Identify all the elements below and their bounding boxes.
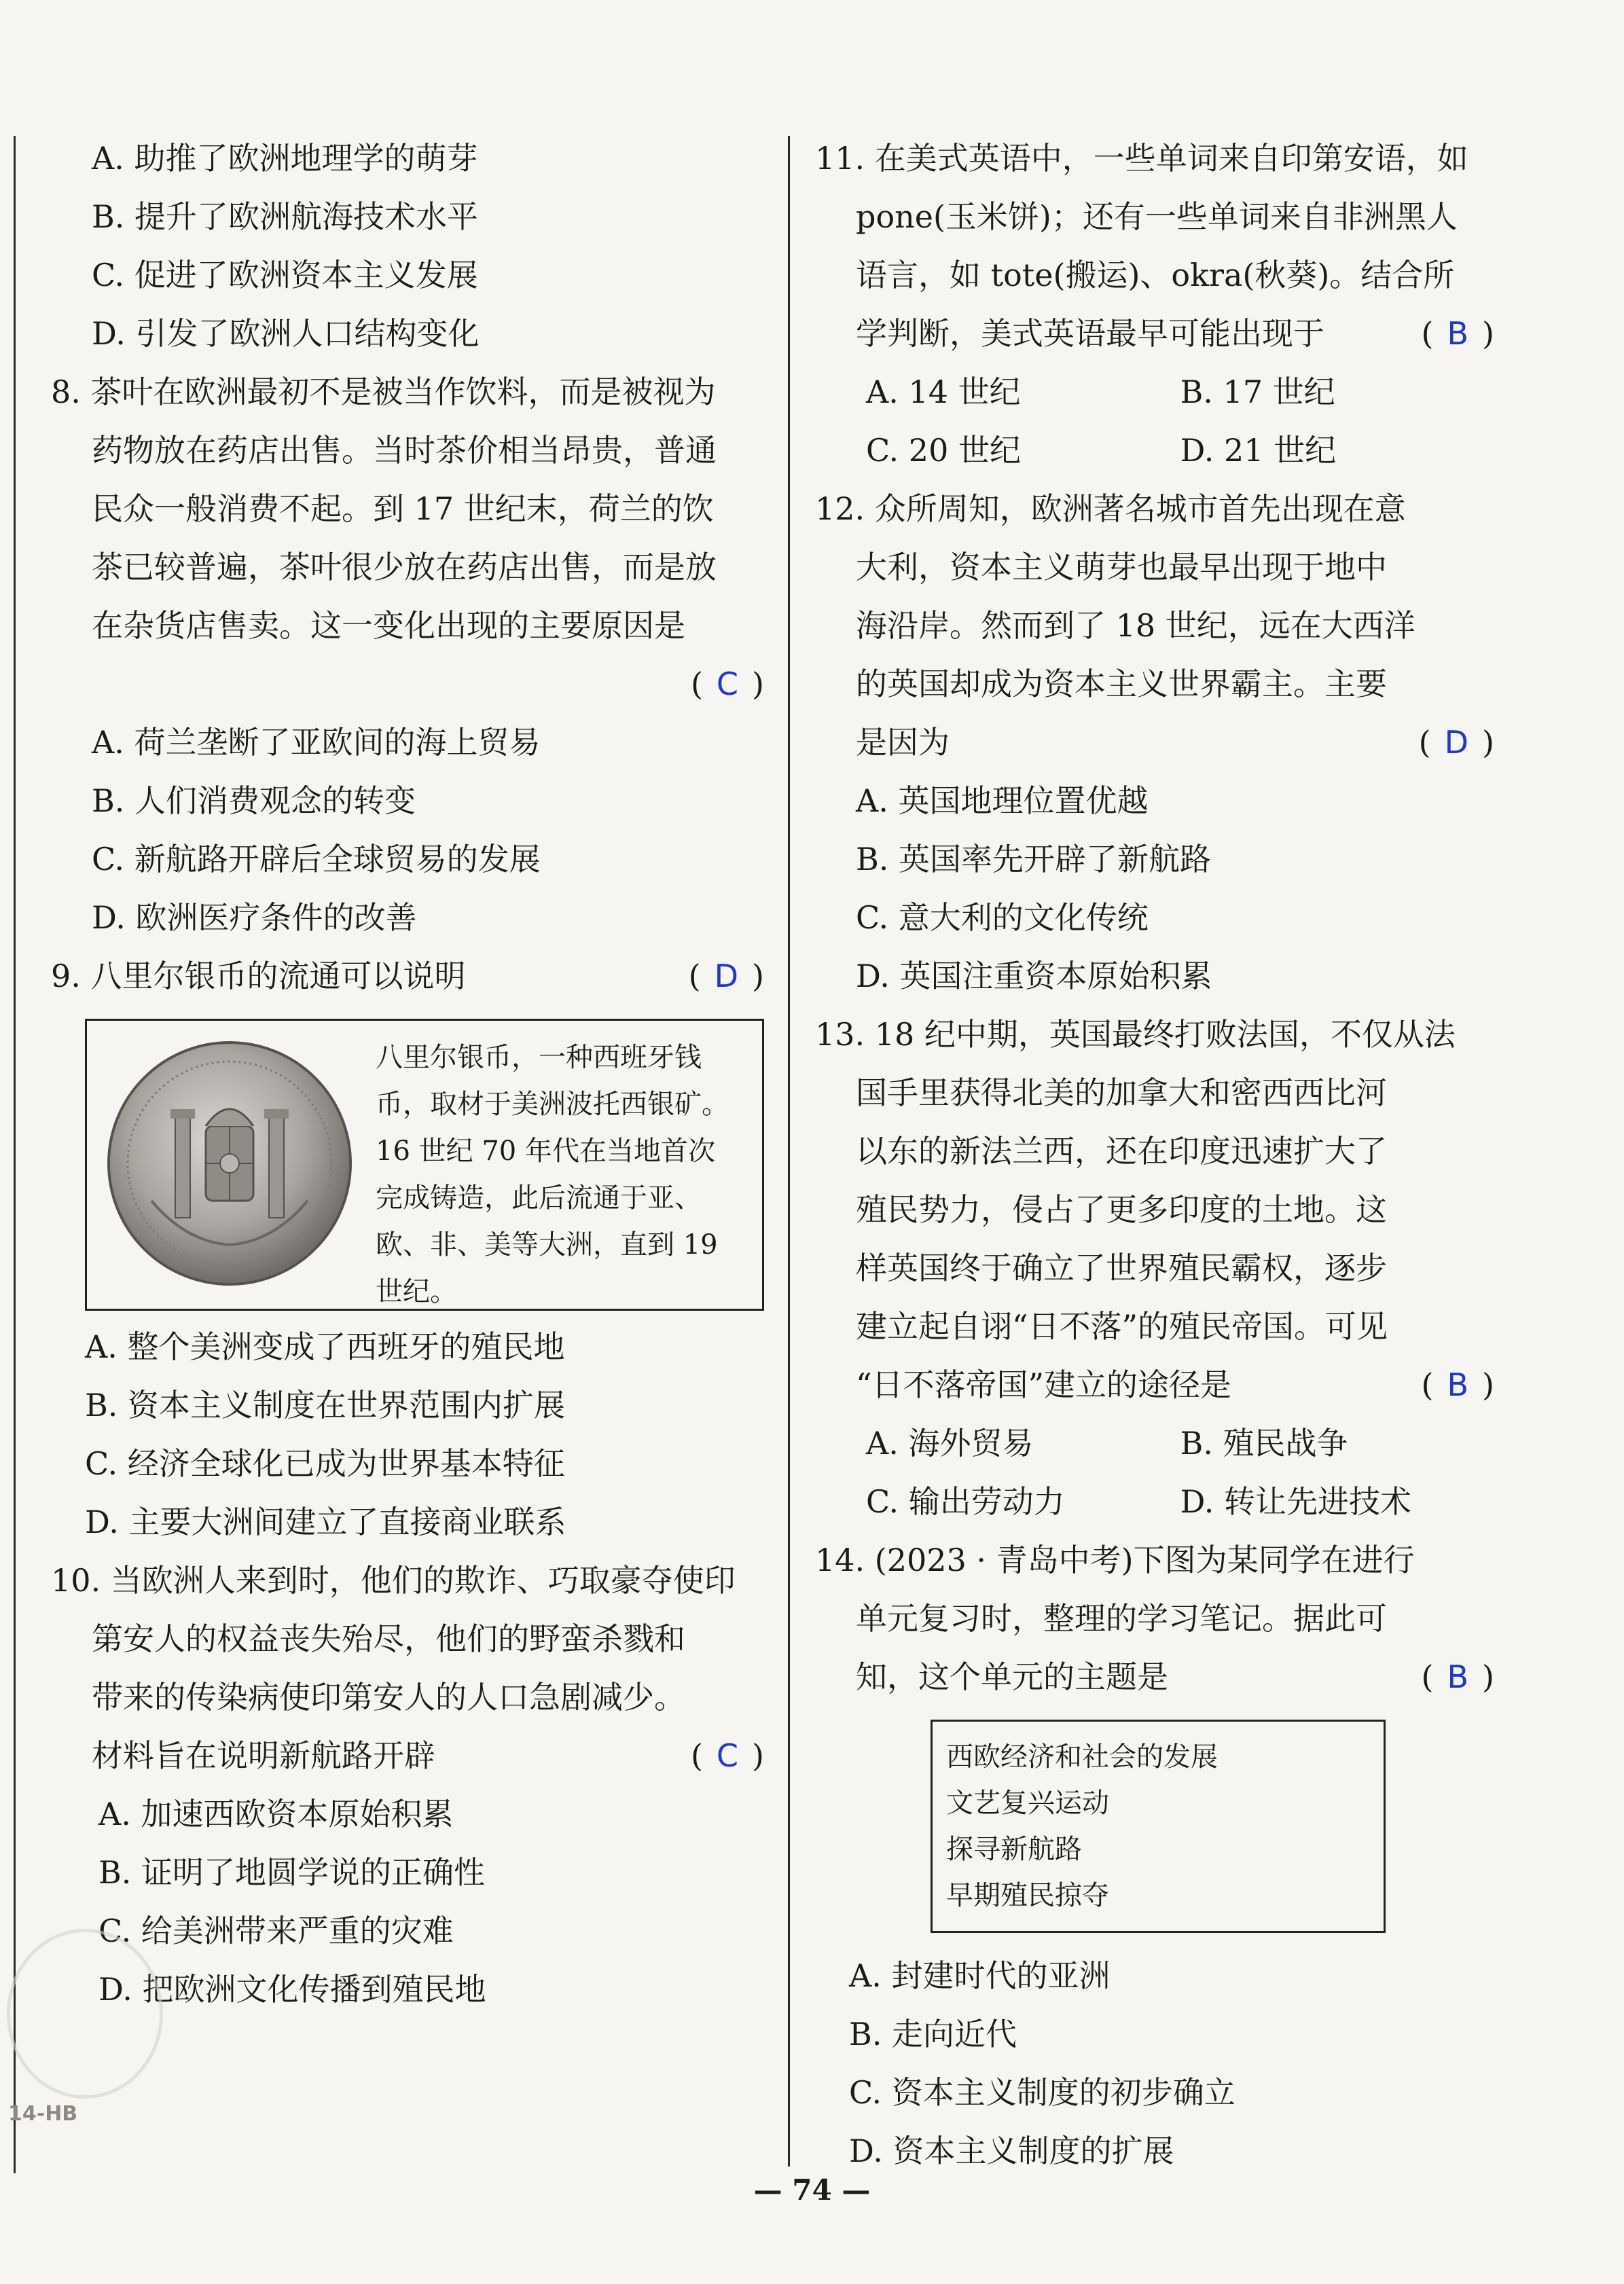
q9-option-a: A. 整个美洲变成了西班牙的殖民地 <box>85 1328 565 1365</box>
q10-stem-line: 带来的传染病使印第安人的人口急剧减少。 <box>92 1679 685 1716</box>
q13-stem-line <box>815 1356 1494 1414</box>
question-9 <box>51 947 764 1551</box>
q12-stem-line <box>815 713 1494 772</box>
note-line: 文艺复兴运动 <box>946 1788 1109 1819</box>
q13-option-a: A. 海外贸易 <box>866 1425 1034 1462</box>
q11-stem-line: 语言，如 tote(搬运)、okra(秋葵)。结合所 <box>856 257 1455 293</box>
q10-answer-group <box>691 1726 764 1785</box>
q9-option-d: D. 主要大洲间建立了直接商业联系 <box>85 1504 566 1540</box>
q10-option-d: D. 把欧洲文化传播到殖民地 <box>98 1971 486 2008</box>
q12-stem-line: 的英国却成为资本主义世界霸主。主要 <box>856 666 1387 702</box>
q14-option-c: C. 资本主义制度的初步确立 <box>849 2074 1235 2111</box>
q8-answer: C <box>716 666 739 702</box>
q13-stem-line: 13. 18 纪中期，英国最终打败法国，不仅从法 <box>815 1016 1456 1053</box>
q12-option-d: D. 英国注重资本原始积累 <box>856 958 1212 994</box>
q7-option-b: B. 提升了欧洲航海技术水平 <box>92 198 479 235</box>
paren-close: ) <box>1482 1366 1494 1403</box>
q11-stem-line <box>815 304 1494 363</box>
q12-option-a: A. 英国地理位置优越 <box>856 782 1149 819</box>
coin-text-line: 完成铸造，此后流通于亚、 <box>376 1182 702 1214</box>
paren-open: ( <box>690 666 703 702</box>
q14-answer: B <box>1447 1658 1469 1695</box>
q10-answer: C <box>716 1737 739 1774</box>
q14-stem-line <box>815 1648 1494 1706</box>
q11-option-d: D. 21 世纪 <box>1180 432 1337 469</box>
q11-option-b: B. 17 世纪 <box>1180 374 1335 410</box>
q10-stem-line: 10. 当欧洲人来到时，他们的欺诈、巧取豪夺使印 <box>51 1562 736 1599</box>
q14-stem-line: 14. (2023 · 青岛中考)下图为某同学在进行 <box>815 1542 1415 1578</box>
q9-stem <box>51 947 764 1005</box>
q10-stem-text: 材料旨在说明新航路开辟 <box>92 1737 435 1774</box>
q11-answer-group <box>1422 304 1494 363</box>
coin-text-line: 欧、非、美等大洲，直到 19 <box>376 1229 718 1261</box>
q12-option-b: B. 英国率先开辟了新航路 <box>856 841 1212 877</box>
q11-stem-text: 学判断，美式英语最早可能出现于 <box>856 315 1324 352</box>
q11-option-c: C. 20 世纪 <box>866 432 1021 469</box>
paren-close: ) <box>1482 1658 1494 1695</box>
q9-option-c: C. 经济全球化已成为世界基本特征 <box>85 1445 565 1482</box>
question-8 <box>51 363 764 947</box>
left-margin-rule <box>14 136 16 2173</box>
question-11 <box>815 129 1494 479</box>
q9-stem-text: 9. 八里尔银币的流通可以说明 <box>51 958 466 994</box>
paren-open: ( <box>690 1737 703 1774</box>
left-column <box>51 129 764 2018</box>
faded-stamp <box>7 1929 163 2099</box>
q14-stem-text: 知，这个单元的主题是 <box>856 1658 1168 1695</box>
q13-stem-text: “日不落帝国”建立的途径是 <box>856 1366 1232 1403</box>
q7-option-d: D. 引发了欧洲人口结构变化 <box>92 315 480 352</box>
question-14 <box>815 1531 1494 2180</box>
right-column <box>815 129 1494 2180</box>
study-note-box <box>931 1720 1386 1933</box>
paren-open: ( <box>1418 724 1431 761</box>
q12-answer-group <box>1419 713 1494 772</box>
q11-stem-line: 11. 在美式英语中，一些单词来自印第安语，如 <box>815 140 1468 177</box>
q10-stem-line: 第安人的权益丧失殆尽，他们的野蛮杀戮和 <box>92 1620 685 1657</box>
q13-stem-line: 国手里获得北美的加拿大和密西西比河 <box>856 1074 1387 1111</box>
q13-option-c: C. 输出劳动力 <box>866 1483 1065 1520</box>
q11-option-a: A. 14 世纪 <box>866 374 1021 410</box>
q12-stem-text: 是因为 <box>856 724 950 761</box>
q13-option-b: B. 殖民战争 <box>1180 1425 1348 1462</box>
q9-answer: D <box>714 958 739 994</box>
q14-answer-group <box>1422 1648 1494 1706</box>
paren-close: ) <box>752 1737 764 1774</box>
q14-stem-line: 单元复习时，整理的学习笔记。据此可 <box>856 1600 1387 1637</box>
question-13 <box>815 1005 1494 1531</box>
q11-options-row <box>815 421 1494 479</box>
paren-open: ( <box>1421 315 1434 352</box>
q8-answer-line <box>51 655 764 713</box>
q11-options-row <box>815 363 1494 421</box>
q12-stem-line: 12. 众所周知，欧洲著名城市首先出现在意 <box>815 490 1406 527</box>
coin-text-line: 币，取材于美洲波托西银矿。 <box>376 1089 729 1120</box>
column-divider <box>788 136 790 2167</box>
q13-stem-line: 样英国终于确立了世界殖民霸权，逐步 <box>856 1250 1387 1286</box>
q8-option-a: A. 荷兰垄断了亚欧间的海上贸易 <box>92 724 541 761</box>
q13-options-row <box>815 1414 1494 1472</box>
paren-close: ) <box>1482 315 1494 352</box>
coin-material-box <box>85 1019 764 1311</box>
question-10 <box>51 1551 764 2018</box>
q10-stem-line <box>51 1726 764 1785</box>
paren-open: ( <box>1421 1366 1434 1403</box>
paren-close: ) <box>752 958 764 994</box>
q12-stem-line: 海沿岸。然而到了 18 世纪，远在大西洋 <box>856 607 1415 644</box>
q14-option-b: B. 走向近代 <box>849 2016 1017 2052</box>
q12-answer: D <box>1444 724 1469 761</box>
q11-answer: B <box>1447 315 1469 352</box>
q11-stem-line: pone(玉米饼)；还有一些单词来自非洲黑人 <box>856 198 1458 235</box>
q12-option-c: C. 意大利的文化传统 <box>856 899 1149 936</box>
q7-option-c: C. 促进了欧洲资本主义发展 <box>92 257 478 293</box>
q8-stem-line: 8. 茶叶在欧洲最初不是被当作饮料，而是被视为 <box>51 374 716 410</box>
note-line: 西欧经济和社会的发展 <box>946 1741 1218 1773</box>
q13-options-row <box>815 1472 1494 1531</box>
coin-text-line: 16 世纪 70 年代在当地首次 <box>376 1136 715 1167</box>
q10-option-a: A. 加速西欧资本原始积累 <box>98 1796 454 1832</box>
q8-stem-line: 在杂货店售卖。这一变化出现的主要原因是 <box>92 607 685 644</box>
silver-coin-image <box>104 1038 355 1289</box>
q10-option-b: B. 证明了地圆学说的正确性 <box>98 1854 486 1891</box>
q8-stem-line: 民众一般消费不起。到 17 世纪末，荷兰的饮 <box>92 490 714 527</box>
question-7-options <box>51 129 764 363</box>
q14-option-d: D. 资本主义制度的扩展 <box>849 2133 1174 2169</box>
q7-option-a: A. 助推了欧洲地理学的萌芽 <box>92 140 478 177</box>
q13-stem-line: 以东的新法兰西，还在印度迅速扩大了 <box>856 1133 1387 1170</box>
question-12 <box>815 479 1494 1005</box>
note-line: 探寻新航路 <box>946 1834 1082 1865</box>
paren-close: ) <box>1482 724 1494 761</box>
paren-open: ( <box>688 958 701 994</box>
page-number: — 74 — <box>753 2173 871 2207</box>
q8-option-c: C. 新航路开辟后全球贸易的发展 <box>92 841 541 877</box>
q14-option-a: A. 封建时代的亚洲 <box>849 1957 1111 1994</box>
q8-stem-line: 茶已较普遍，茶叶很少放在药店出售，而是放 <box>92 549 717 585</box>
q8-stem-line: 药物放在药店出售。当时茶价相当昂贵，普通 <box>92 432 717 469</box>
q10-option-c: C. 给美洲带来严重的灾难 <box>98 1913 454 1949</box>
q13-stem-line: 殖民势力，侵占了更多印度的土地。这 <box>856 1191 1387 1228</box>
q9-option-b: B. 资本主义制度在世界范围内扩展 <box>85 1387 566 1424</box>
q8-option-d: D. 欧洲医疗条件的改善 <box>92 899 417 936</box>
coin-description <box>369 1021 736 1316</box>
q13-stem-line: 建立起自诩“日不落”的殖民帝国。可见 <box>856 1308 1388 1345</box>
coin-text-line: 世纪。 <box>376 1276 457 1307</box>
paren-close: ) <box>752 666 764 702</box>
q8-option-b: B. 人们消费观念的转变 <box>92 782 416 819</box>
q12-stem-line: 大利，资本主义萌芽也最早出现于地中 <box>856 549 1387 585</box>
note-line: 早期殖民掠夺 <box>946 1880 1109 1911</box>
q9-answer-group <box>689 947 764 1005</box>
paren-open: ( <box>1421 1658 1434 1695</box>
q13-answer: B <box>1447 1366 1469 1403</box>
q13-option-d: D. 转让先进技术 <box>1180 1483 1411 1520</box>
coin-text-line: 八里尔银币，一种西班牙钱 <box>376 1042 702 1073</box>
q13-answer-group <box>1422 1356 1494 1414</box>
stamp-code: 14-HB <box>8 2102 78 2126</box>
